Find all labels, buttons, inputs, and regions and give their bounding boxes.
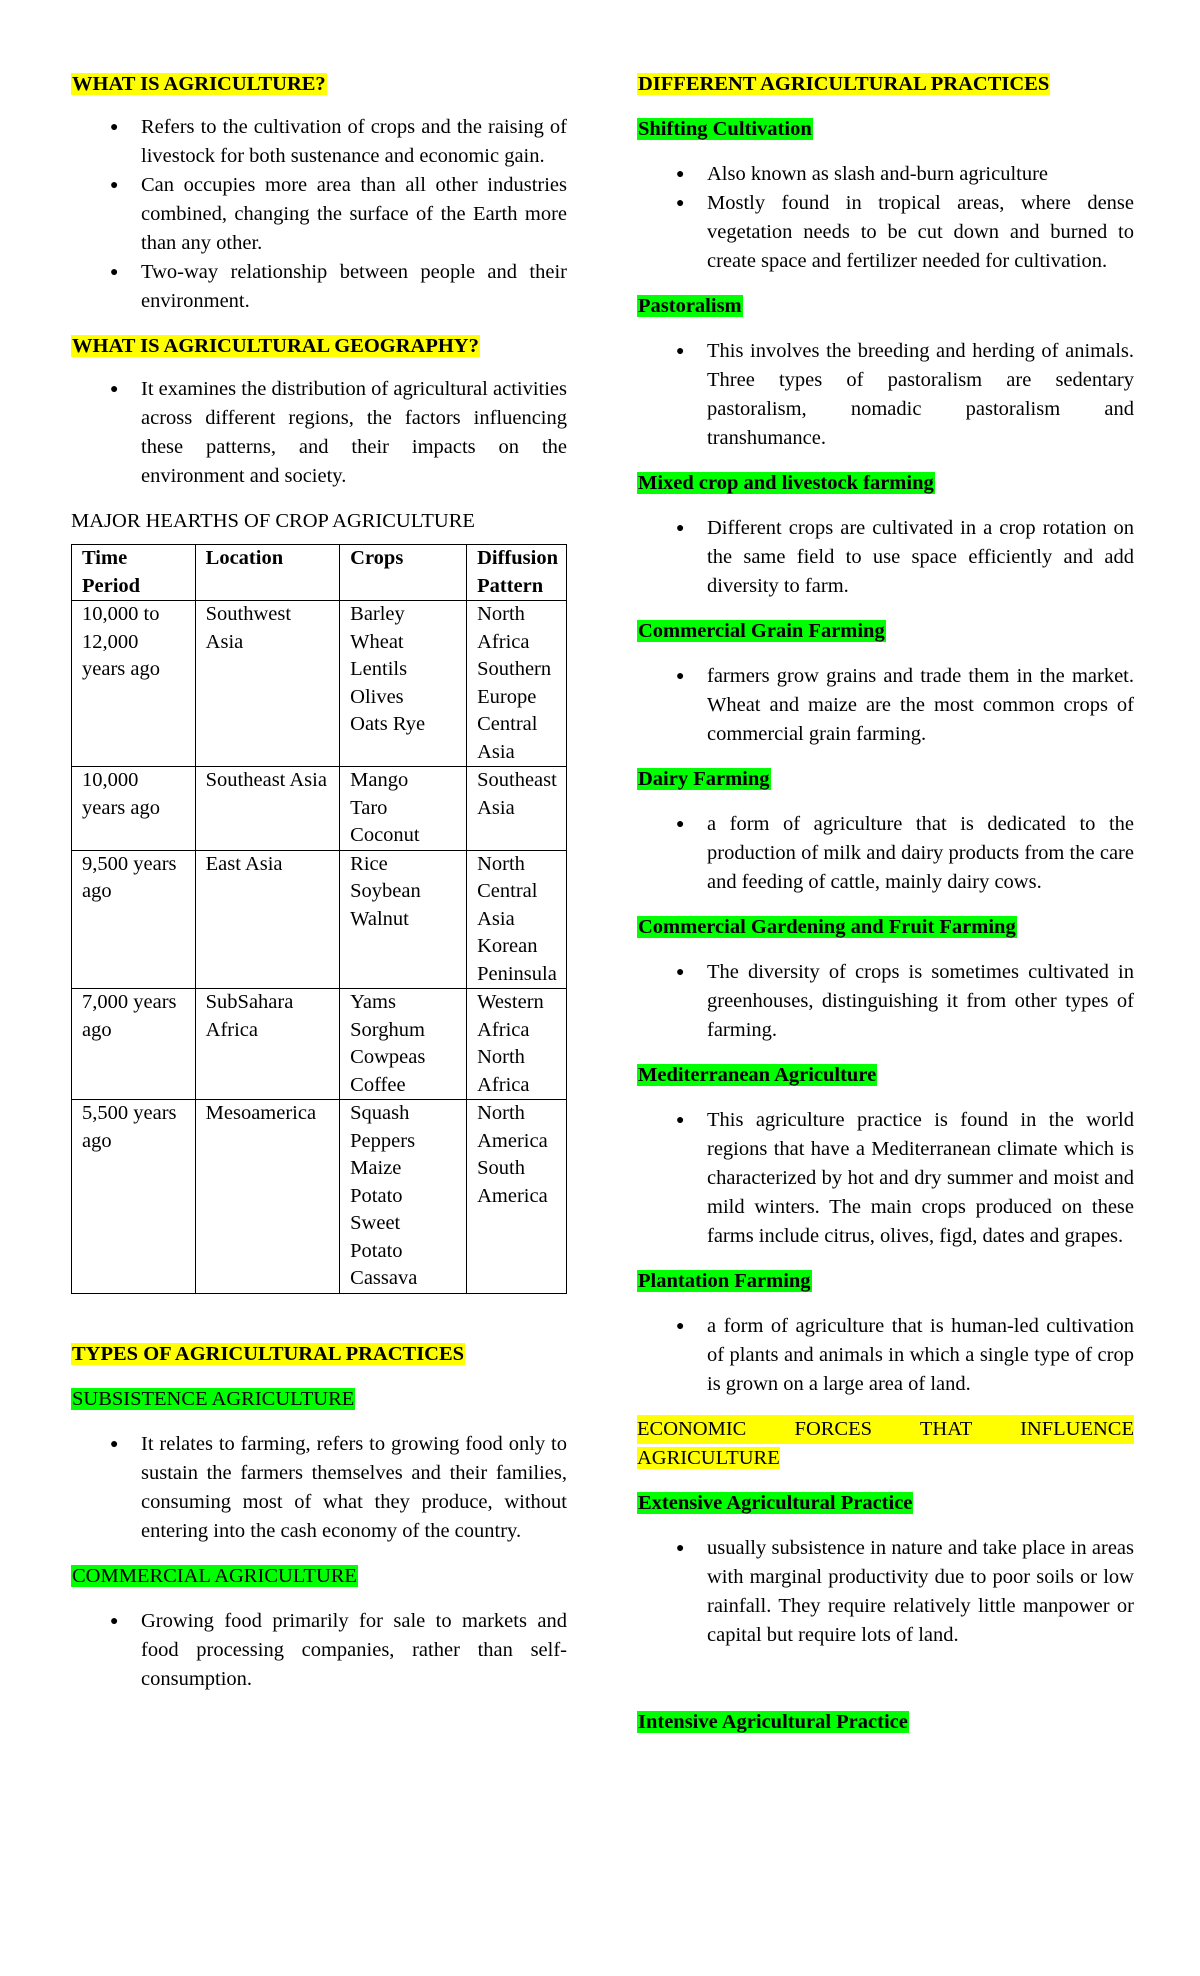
practice-shifting-cultivation <box>637 115 1134 276</box>
cell-diffusion: North Central Asia Korean Peninsula <box>467 850 567 989</box>
heading-what-is-agriculture: WHAT IS AGRICULTURE? <box>72 73 326 95</box>
section-economic-forces <box>637 1415 1134 1650</box>
cell-diffusion: North America South America <box>467 1100 567 1294</box>
heading-commercial: COMMERCIAL AGRICULTURE <box>72 1564 357 1587</box>
heading-extensive: Extensive Agricultural Practice <box>638 1492 913 1514</box>
bullet-icon: ● <box>676 817 685 832</box>
cell-location: SubSahara Africa <box>195 989 339 1100</box>
table-row <box>72 989 567 1100</box>
column-header-location: Location <box>195 545 339 601</box>
bullet-list <box>71 113 567 316</box>
list-item: ● Growing food primarily for sale to markets and food processing companies, rather than self-consumption. <box>141 1607 567 1694</box>
cell-location: Southwest Asia <box>195 601 339 767</box>
list-item: ● Different crops are cultivated in a crop rotation on the same field to use space efficiently and add diversity to farm. <box>707 514 1134 601</box>
list-item: ● Can occupies more area than all other industries combined, changing the surface of the Earth more than any other. <box>141 171 567 258</box>
table-row <box>72 601 567 767</box>
practice-mediterranean <box>637 1061 1134 1251</box>
table-row <box>72 1100 567 1294</box>
cell-time: 7,000 years ago <box>72 989 196 1100</box>
heading-economic-forces: ECONOMIC FORCES THAT INFLUENCE AGRICULTURE <box>637 1415 1134 1473</box>
list-item: ● It examines the distribution of agricultural activities across different regions, the factors influencing these patterns, and their impacts on the environment and society. <box>141 375 567 491</box>
cell-time: 5,500 years ago <box>72 1100 196 1294</box>
bullet-icon: ● <box>676 965 685 980</box>
bullet-list <box>637 958 1134 1045</box>
practice-plantation <box>637 1267 1134 1399</box>
heading-types: TYPES OF AGRICULTURAL PRACTICES <box>72 1342 465 1365</box>
bullet-list <box>71 375 567 491</box>
cell-crops: Yams Sorghum Cowpeas Coffee <box>340 989 467 1100</box>
heading-subsistence: SUBSISTENCE AGRICULTURE <box>72 1387 355 1410</box>
practice-gardening <box>637 913 1134 1045</box>
bullet-icon: ● <box>110 382 119 397</box>
cell-diffusion: Western Africa North Africa <box>467 989 567 1100</box>
practice-dairy <box>637 765 1134 897</box>
cell-diffusion: Southeast Asia <box>467 767 567 851</box>
list-item: ● Refers to the cultivation of crops and the raising of livestock for both sustenance and economic gain. <box>141 113 567 171</box>
practice-heading: Commercial Grain Farming <box>638 620 885 642</box>
bullet-icon: ● <box>110 265 119 280</box>
practice-heading: Shifting Cultivation <box>638 118 812 140</box>
bullet-list <box>637 1534 1134 1650</box>
practice-heading: Commercial Gardening and Fruit Farming <box>638 916 1016 938</box>
table-header-row <box>72 545 567 601</box>
section-types <box>71 1340 567 1694</box>
list-item: ● The diversity of crops is sometimes cultivated in greenhouses, distinguishing it from other types of farming. <box>707 958 1134 1045</box>
bullet-icon: ● <box>110 178 119 193</box>
table-row <box>72 767 567 851</box>
bullet-list <box>637 1106 1134 1251</box>
table-row <box>72 850 567 989</box>
cell-diffusion: North Africa Southern Europe Central Asia <box>467 601 567 767</box>
hearths-title: MAJOR HEARTHS OF CROP AGRICULTURE <box>71 510 475 532</box>
cell-location: Southeast Asia <box>195 767 339 851</box>
right-column <box>637 70 1134 1737</box>
bullet-icon: ● <box>110 1436 119 1452</box>
list-item: ● It relates to farming, refers to growing food only to sustain the farmers themselves and their families, consuming most of what they produce, without entering into the cash economy of the country. <box>141 1430 567 1546</box>
bullet-icon: ● <box>676 167 685 182</box>
bullet-list <box>637 514 1134 601</box>
list-item: ● This involves the breeding and herding of animals. Three types of pastoralism are sedentary pastoralism, nomadic pastoralism and transhumance. <box>707 337 1134 453</box>
list-item: ● This agriculture practice is found in the world regions that have a Mediterranean climate which is characterized by hot and dry summer and moist and mild winters. The main crops produced on these farms include citrus, olives, figd, dates and grapes. <box>707 1106 1134 1251</box>
bullet-icon: ● <box>676 344 685 359</box>
practice-pastoralism <box>637 292 1134 453</box>
heading-intensive: Intensive Agricultural Practice <box>638 1711 908 1733</box>
cell-time: 10,000 years ago <box>72 767 196 851</box>
bullet-list <box>637 810 1134 897</box>
practice-heading: Mediterranean Agriculture <box>638 1064 877 1086</box>
cell-crops: Mango Taro Coconut <box>340 767 467 851</box>
column-header-crops: Crops <box>340 545 467 601</box>
bullet-icon: ● <box>676 1113 685 1128</box>
list-item: ● a form of agriculture that is dedicated to the production of milk and dairy products from the care and feeding of cattle, mainly dairy cows. <box>707 810 1134 897</box>
list-item: ● farmers grow grains and trade them in the market. Wheat and maize are the most common crops of commercial grain farming. <box>707 662 1134 749</box>
bullet-list <box>637 160 1134 276</box>
bullet-icon: ● <box>676 1541 685 1556</box>
cell-crops: Barley Wheat Lentils Olives Oats Rye <box>340 601 467 767</box>
cell-location: East Asia <box>195 850 339 989</box>
bullet-icon: ● <box>676 521 685 536</box>
section-hearths <box>71 507 567 1294</box>
practice-commercial-grain <box>637 617 1134 749</box>
practice-heading: Mixed crop and livestock farming <box>638 472 934 494</box>
left-column <box>71 70 567 1710</box>
bullet-list <box>637 1312 1134 1399</box>
bullet-icon: ● <box>676 669 685 684</box>
list-item: ● Also known as slash and-burn agriculture <box>707 160 1134 189</box>
section-what-is-geography <box>71 332 567 491</box>
bullet-list <box>71 1430 567 1546</box>
list-item: ● Two-way relationship between people and their environment. <box>141 258 567 316</box>
heading-different-practices: DIFFERENT AGRICULTURAL PRACTICES <box>638 73 1050 95</box>
column-header-time: Time Period <box>72 545 196 601</box>
list-item: ● a form of agriculture that is human-led cultivation of plants and animals in which a single type of crop is grown on a large area of land. <box>707 1312 1134 1399</box>
column-header-diffusion: Diffusion Pattern <box>467 545 567 601</box>
cell-time: 10,000 to 12,000 years ago <box>72 601 196 767</box>
bullet-icon: ● <box>676 1319 685 1334</box>
cell-time: 9,500 years ago <box>72 850 196 989</box>
heading-what-is-geography: WHAT IS AGRICULTURAL GEOGRAPHY? <box>72 335 479 357</box>
cell-location: Mesoamerica <box>195 1100 339 1294</box>
section-what-is-agriculture <box>71 70 567 316</box>
practice-heading: Dairy Farming <box>638 768 770 790</box>
cell-crops: Rice Soybean Walnut <box>340 850 467 989</box>
bullet-list <box>637 337 1134 453</box>
bullet-list <box>637 662 1134 749</box>
practice-mixed-crop <box>637 469 1134 601</box>
list-item: ● usually subsistence in nature and take place in areas with marginal productivity due to poor soils or low rainfall. They require relatively little manpower or capital but require lots of land. <box>707 1534 1134 1650</box>
cell-crops: Squash Peppers Maize Potato Sweet Potato Cassava <box>340 1100 467 1294</box>
practice-heading: Plantation Farming <box>638 1270 811 1292</box>
list-item: ● Mostly found in tropical areas, where dense vegetation needs to be cut down and burned to create space and fertilizer needed for cultivation. <box>707 189 1134 276</box>
bullet-list <box>71 1607 567 1694</box>
bullet-icon: ● <box>676 196 685 211</box>
hearths-table <box>71 544 567 1294</box>
bullet-icon: ● <box>110 120 119 135</box>
bullet-icon: ● <box>110 1613 119 1629</box>
practice-heading: Pastoralism <box>638 295 742 317</box>
